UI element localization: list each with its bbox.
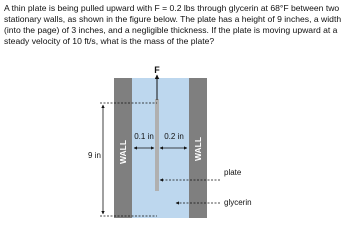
left-gap-label: 0.1 in [134, 132, 154, 141]
height-label: 9 in [88, 151, 101, 160]
force-label: F [154, 65, 160, 75]
plate [155, 99, 159, 191]
glycerin-label: glycerin [224, 198, 252, 207]
plate-label: plate [224, 168, 242, 177]
right-gap-label: 0.2 in [164, 132, 184, 141]
problem-statement: A thin plate is being pulled upward with F = 0.2 lbs through glycerin at 68°F between two stationary walls, as shown in the figure below. The plate has a height of 9 inches, a width (into the page) of 3 inches, and a negligible thickness. If the plate is moving upward at a steady velocity of 10 ft/s, what is the mass of the plate? [4, 3, 342, 46]
left-wall-label: WALL [118, 139, 128, 165]
right-wall-label: WALL [193, 136, 203, 162]
